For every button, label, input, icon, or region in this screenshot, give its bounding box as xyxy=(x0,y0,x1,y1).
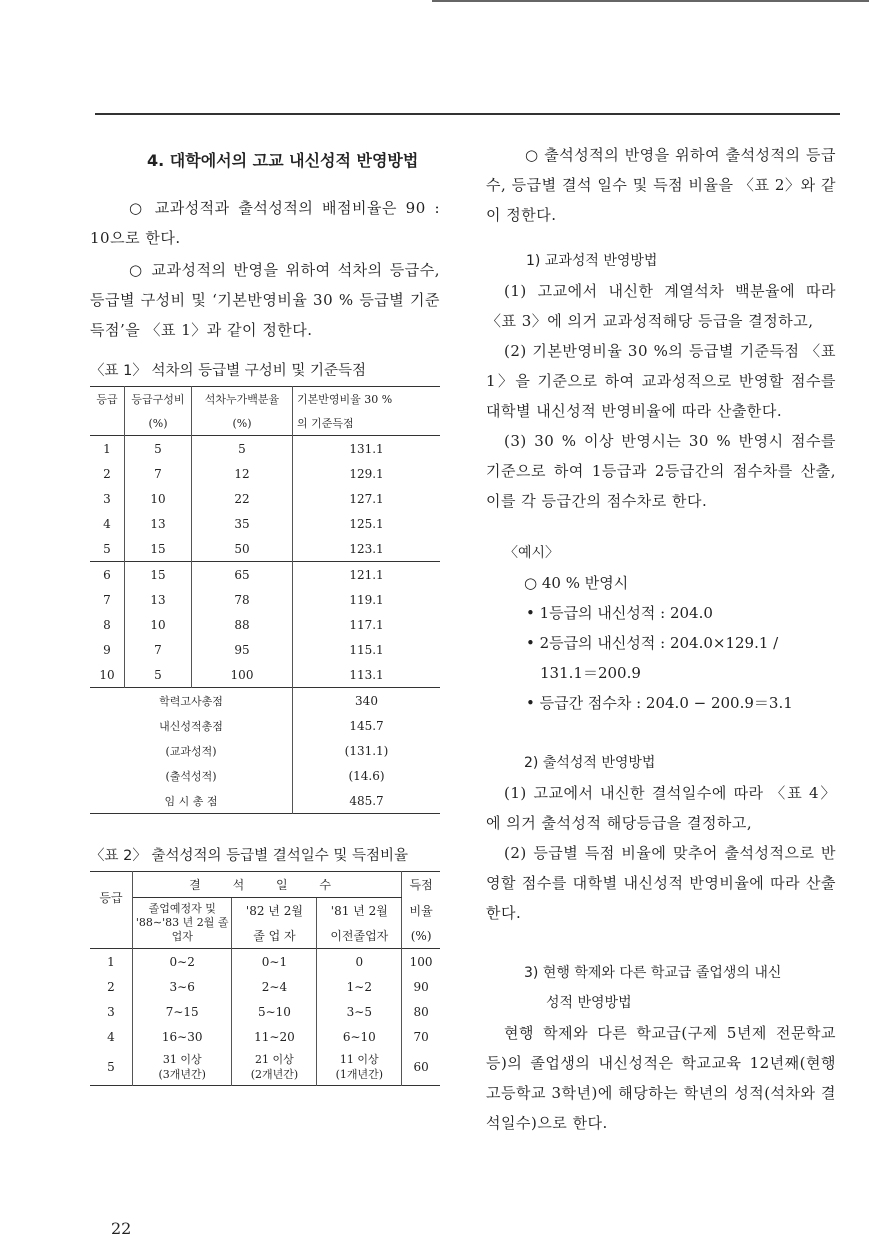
table1-cell: 5 xyxy=(90,536,125,562)
table1-cell: 65 xyxy=(192,562,293,588)
table1-header: 석차누가백분율 xyxy=(192,387,293,412)
table1-cell: 121.1 xyxy=(349,567,384,582)
table1-cell: 13 xyxy=(125,587,192,612)
table2-cell: 11∼20 xyxy=(232,1024,317,1049)
example-line-3: • 2등급의 내신성적 : 204.0×129.1 / xyxy=(526,634,779,652)
table2-header-score: 득점 xyxy=(409,878,433,893)
table2-cell: 7∼15 xyxy=(132,999,232,1024)
table1-summary-label: 내신성적총점 xyxy=(90,713,293,738)
table2-title: 〈표 2〉 출석성적의 등급별 결석일수 및 득점비율 xyxy=(90,848,409,864)
table2-cell: 21 이상 (2개년간) xyxy=(232,1049,317,1086)
subsection-3-body: 현행 학제와 다른 학교급(구제 5년제 전문학교 등)의 졸업생의 내신성적은 학교교육 12년째(현행 고등학교 3학년)에 해당하는 학년의 성적(석차와 결석일수)으로 한다. xyxy=(486,1024,836,1132)
left-column xyxy=(90,140,440,1086)
table2-header-col3: 이전졸업자 xyxy=(317,923,402,949)
table1-cell: 5 xyxy=(125,436,192,462)
table1-cell: 13 xyxy=(125,511,192,536)
table1-summary-label: 임 시 총 점 xyxy=(90,788,293,814)
table2-header-col2: 졸 업 자 xyxy=(232,923,317,949)
table1-summary-value: (14.6) xyxy=(348,768,385,783)
table2-cell: 2 xyxy=(90,974,132,999)
table2-cell: 5 xyxy=(90,1049,132,1086)
table1-cell: 78 xyxy=(192,587,293,612)
table1-cell: 127.1 xyxy=(349,491,384,506)
table2-cell: 1∼2 xyxy=(317,974,402,999)
table2-cell: 16∼30 xyxy=(132,1024,232,1049)
table1-cell: 7 xyxy=(125,637,192,662)
table2-cell: 0∼1 xyxy=(232,949,317,975)
table2-cell: 3∼6 xyxy=(132,974,232,999)
example-line-2: • 1등급의 내신성적 : 204.0 xyxy=(526,604,713,622)
table1-cell: 113.1 xyxy=(349,667,384,682)
table1-header: 등급구성비 xyxy=(125,387,192,412)
table1-cell: 125.1 xyxy=(349,516,384,531)
table2-cell: 100 xyxy=(409,954,433,969)
table2-header-col1: 졸업예정자 및 '88∼'83 년 2월 졸업자 xyxy=(132,898,232,949)
table1-cell: 4 xyxy=(90,511,125,536)
table1-cell: 117.1 xyxy=(349,617,384,632)
example-label: 〈예시〉 xyxy=(504,545,560,561)
section-heading: 4. 대학에서의 고교 내신성적 반영방법 xyxy=(147,151,419,170)
table1-block xyxy=(90,359,440,814)
table2-header-score: 비율 xyxy=(409,903,433,918)
table2-cell: 3 xyxy=(90,999,132,1024)
table1-cell: 119.1 xyxy=(349,592,384,607)
table1-cell: 10 xyxy=(90,662,125,688)
table1-cell: 6 xyxy=(90,562,125,588)
table1-header: (%) xyxy=(192,411,293,436)
table2-cell: 70 xyxy=(413,1029,429,1044)
table1-summary-value: 485.7 xyxy=(349,793,384,808)
subsection-1-item-1: (1) 고교에서 내신한 계열석차 백분율에 따라 〈표 3〉에 의거 교과성적해당 등급을 결정하고, xyxy=(486,282,836,330)
paragraph-attendance: ○ 출석성적의 반영을 위하여 출석성적의 등급수, 등급별 결석 일수 및 득점 비율을 〈표 2〉와 같이 정한다. xyxy=(486,146,836,224)
header-rule xyxy=(95,113,840,115)
table1-cell: 12 xyxy=(192,461,293,486)
table1-cell: 8 xyxy=(90,612,125,637)
table2-cell: 31 이상 (3개년간) xyxy=(132,1049,232,1086)
table2-cell: 1 xyxy=(90,949,132,975)
table1-cell: 5 xyxy=(125,662,192,688)
table1-cell: 22 xyxy=(192,486,293,511)
table2-cell: 11 이상 (1개년간) xyxy=(317,1049,402,1086)
table1-cell: 10 xyxy=(125,486,192,511)
table1-cell: 7 xyxy=(90,587,125,612)
table1-cell: 131.1 xyxy=(349,441,384,456)
subsection-1-item-3: (3) 30 % 이상 반영시는 30 % 반영시 점수를 기준으로 하여 1등급과 2등급간의 점수차를 산출, 이를 각 등급간의 점수차로 한다. xyxy=(486,432,836,510)
example-line-1: ○ 40 % 반영시 xyxy=(524,574,629,592)
table2-cell: 2∼4 xyxy=(232,974,317,999)
table1-summary-label: 학력고사총점 xyxy=(90,688,293,714)
table2-header-col3: '81 년 2월 xyxy=(317,898,402,924)
table1-header: (%) xyxy=(125,411,192,436)
table1-header: 등급 xyxy=(90,387,125,412)
table1-cell: 5 xyxy=(192,436,293,462)
table1-cell: 10 xyxy=(125,612,192,637)
table1-header: 기본반영비율 30 % xyxy=(297,393,393,406)
table1-cell: 95 xyxy=(192,637,293,662)
table1-cell: 1 xyxy=(90,436,125,462)
table2-cell: 4 xyxy=(90,1024,132,1049)
subsection-1-heading: 1) 교과성적 반영방법 xyxy=(526,253,658,269)
subsection-2-item-1: (1) 고교에서 내신한 결석일수에 따라 〈표 4〉에 의거 출석성적 해당등급을 결정하고, xyxy=(486,784,836,832)
table2-header-absent: 결 석 일 수 xyxy=(132,872,401,898)
right-column xyxy=(486,140,836,1138)
table1-cell: 88 xyxy=(192,612,293,637)
paragraph-ratio: ○ 교과성적과 출석성적의 배점비율은 90 : 10으로 한다. xyxy=(90,199,440,247)
table2-cell: 0∼2 xyxy=(132,949,232,975)
page-number: 22 xyxy=(111,1219,132,1238)
table1-header: 의 기준득점 xyxy=(297,417,354,430)
table1-summary-value: (131.1) xyxy=(344,743,389,758)
table1-cell: 129.1 xyxy=(349,466,384,481)
table1-cell: 9 xyxy=(90,637,125,662)
table1-summary-label: (출석성적) xyxy=(90,763,293,788)
table2-cell: 0 xyxy=(317,949,402,975)
table2-header-score: (%) xyxy=(410,928,432,943)
table1-cell: 7 xyxy=(125,461,192,486)
table1-cell: 100 xyxy=(192,662,293,688)
example-line-4: • 등급간 점수차 : 204.0 − 200.9＝3.1 xyxy=(526,694,793,712)
table2-block xyxy=(90,844,440,1086)
subsection-3-heading-cont: 성적 반영방법 xyxy=(546,995,632,1011)
table2-cell: 6∼10 xyxy=(317,1024,402,1049)
table1-cell: 15 xyxy=(125,562,192,588)
table1-summary-label: (교과성적) xyxy=(90,738,293,763)
table1 xyxy=(90,386,440,814)
table1-cell: 115.1 xyxy=(349,642,384,657)
subsection-3-heading: 3) 현행 학제와 다른 학교급 졸업생의 내신 xyxy=(524,965,782,981)
subsection-2-item-2: (2) 등급별 득점 비율에 맞추어 출석성적으로 반영할 점수를 대학별 내신성적 반영비율에 따라 산출한다. xyxy=(486,844,836,922)
table2 xyxy=(90,871,440,1086)
table1-cell: 123.1 xyxy=(349,541,384,556)
subsection-2-heading: 2) 출석성적 반영방법 xyxy=(524,755,656,771)
table1-cell: 3 xyxy=(90,486,125,511)
table1-title: 〈표 1〉 석차의 등급별 구성비 및 기준득점 xyxy=(90,363,366,379)
table1-cell: 50 xyxy=(192,536,293,562)
table2-cell: 3∼5 xyxy=(317,999,402,1024)
table2-cell: 80 xyxy=(413,1004,429,1019)
subsection-1-item-2: (2) 기본반영비율 30 %의 등급별 기준득점 〈표 1〉을 기준으로 하여 교과성적으로 반영할 점수를 대학별 내신성적 반영비율에 따라 산출한다. xyxy=(486,342,836,420)
example-line-3b: 131.1＝200.9 xyxy=(540,664,641,682)
table2-cell: 60 xyxy=(413,1060,429,1074)
table2-header-grade: 등급 xyxy=(90,872,132,924)
table2-cell: 90 xyxy=(413,979,429,994)
table1-summary-value: 340 xyxy=(355,693,378,708)
table1-cell: 15 xyxy=(125,536,192,562)
top-rule xyxy=(432,0,869,2)
paragraph-grades: ○ 교과성적의 반영을 위하여 석차의 등급수, 등급별 구성비 및 ‘기본반영비율 30 % 등급별 기준득점’을 〈표 1〉과 같이 정한다. xyxy=(90,261,440,339)
table1-cell: 35 xyxy=(192,511,293,536)
table2-header-col2: '82 년 2월 xyxy=(232,898,317,924)
table2-cell: 5∼10 xyxy=(232,999,317,1024)
table1-summary-value: 145.7 xyxy=(349,718,384,733)
table1-cell: 2 xyxy=(90,461,125,486)
